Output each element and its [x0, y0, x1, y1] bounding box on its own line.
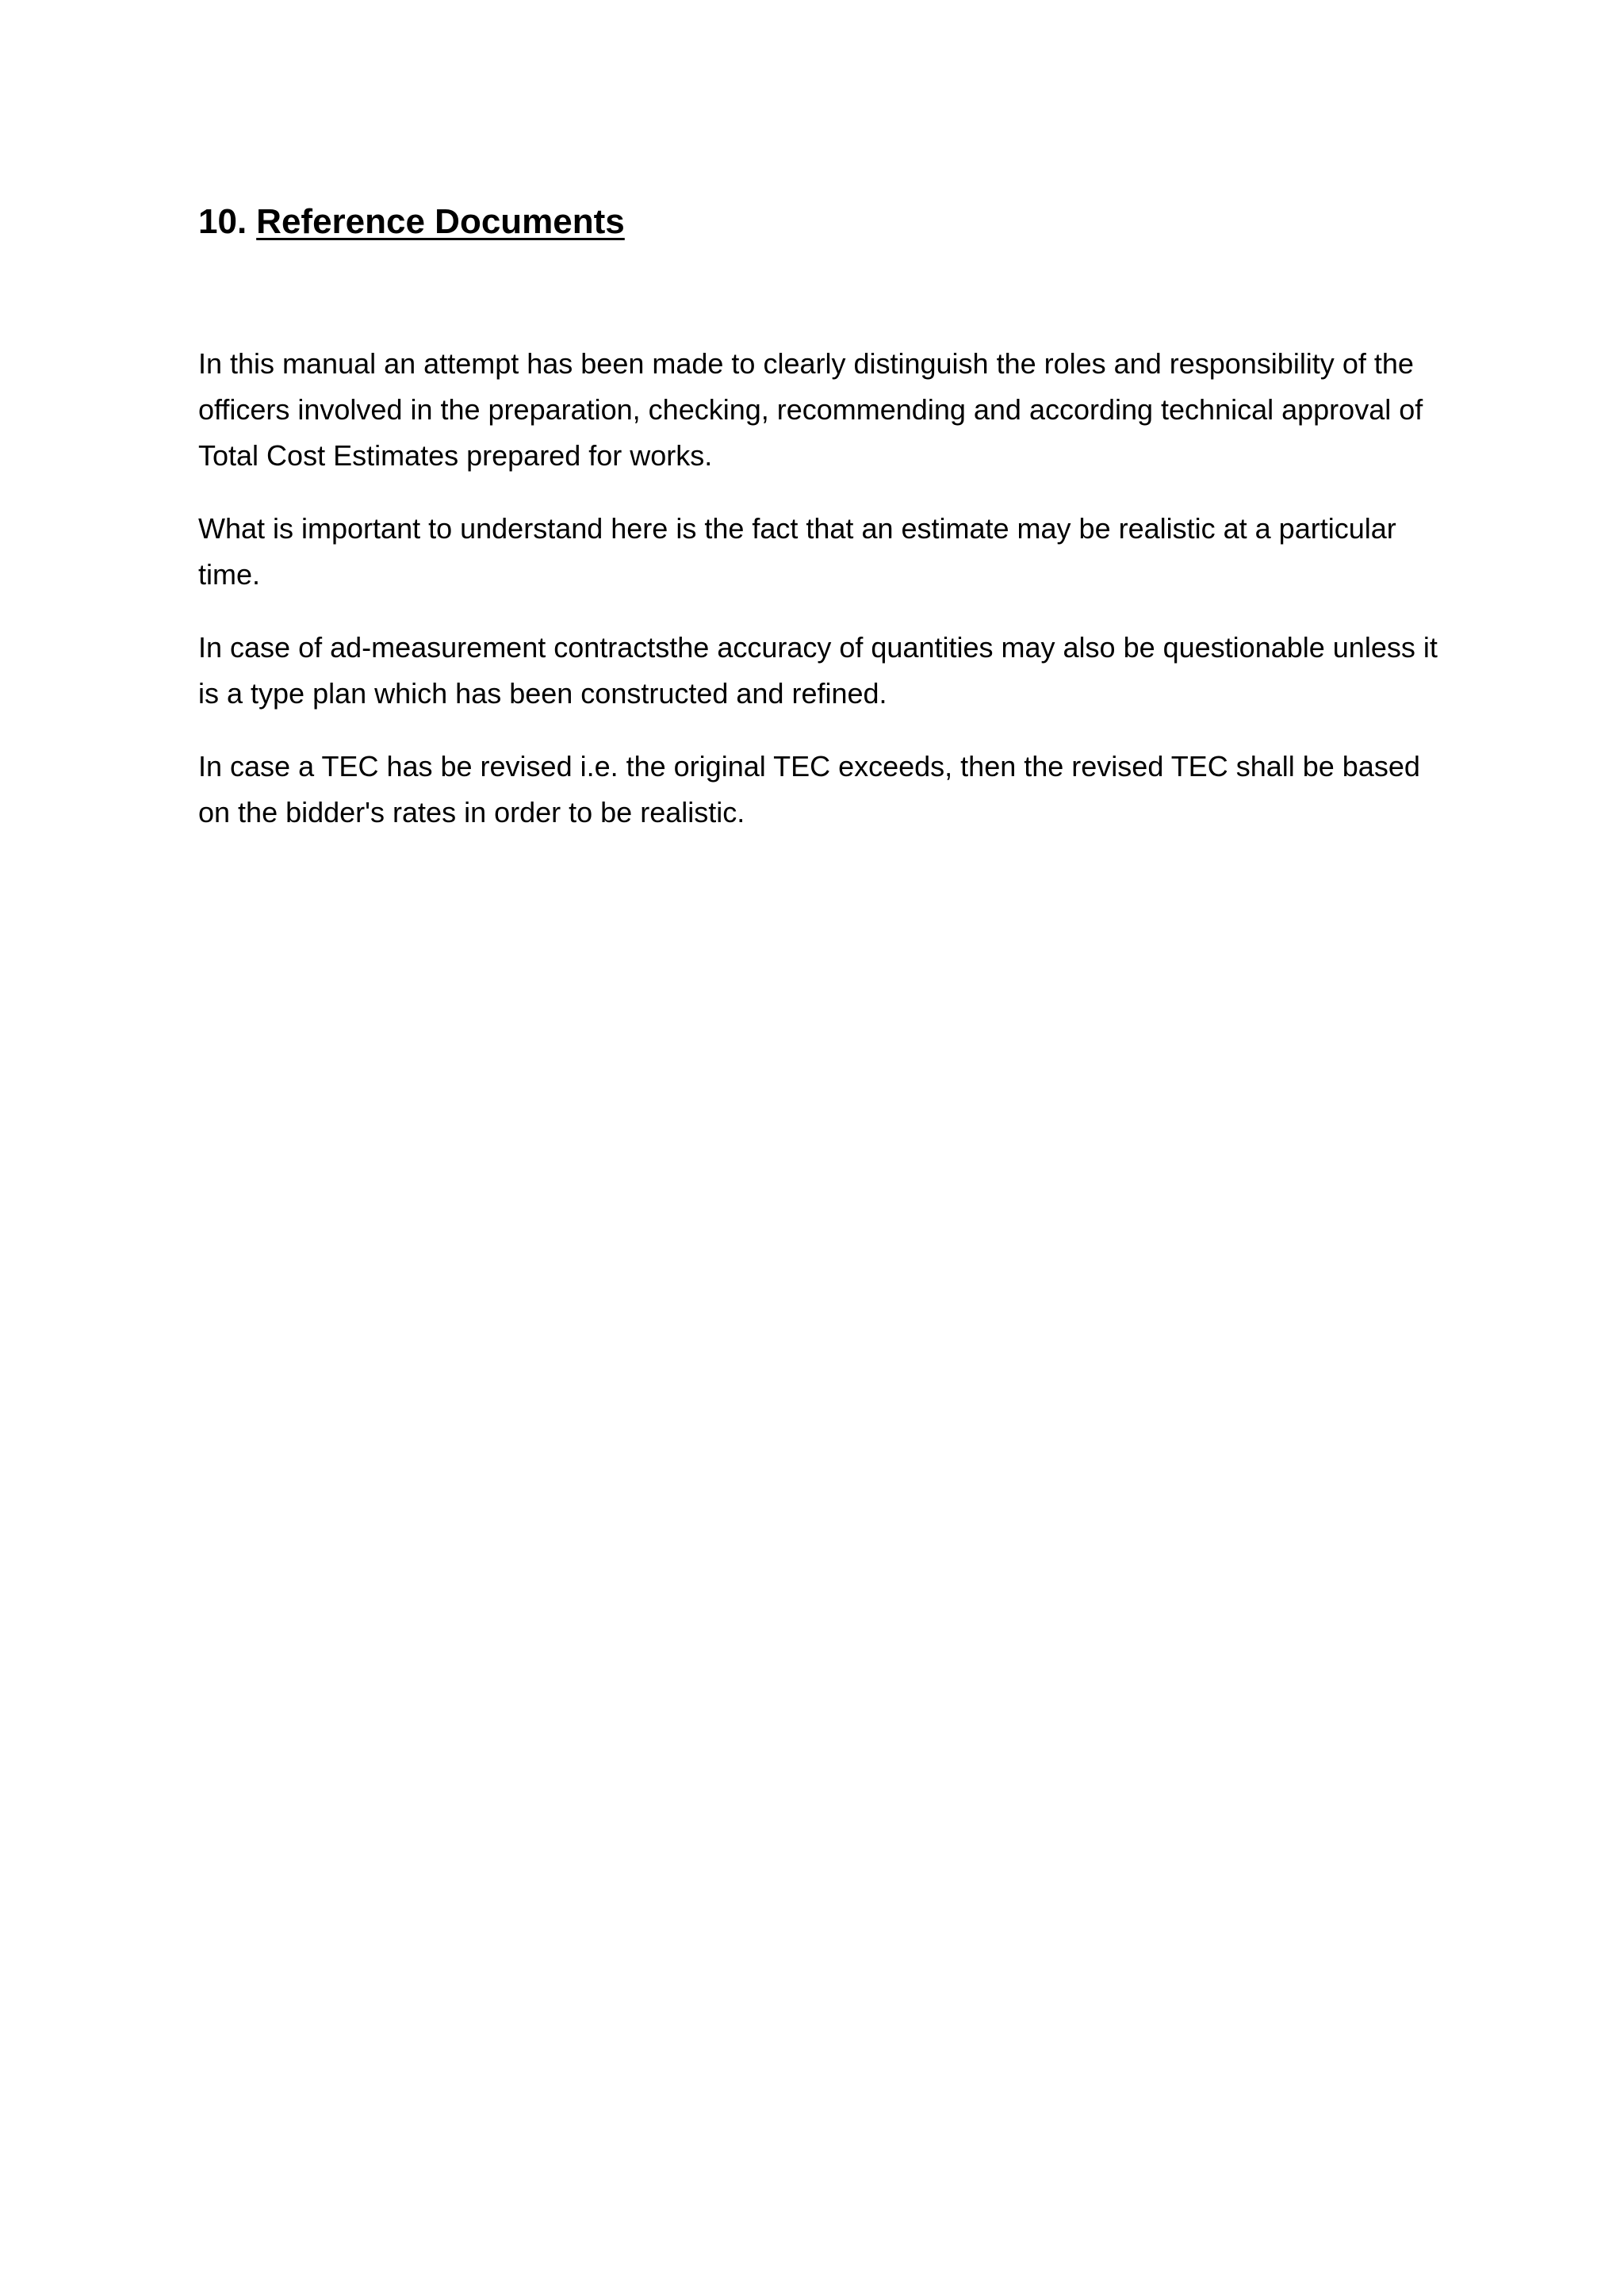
paragraph-roles: In this manual an attempt has been made to clearly distinguish the roles and responsibility of the officers involved in the preparation, checking, recommending and according technical approval of Total Cost Estimates prepared for works. [198, 347, 1423, 472]
paragraph-estimate: What is important to understand here is the fact that an estimate may be realistic at a particular time. [198, 512, 1396, 591]
section-heading [198, 198, 1451, 246]
body-text [198, 341, 1451, 836]
paragraph-quantities: In case of ad-measurement contractsthe accuracy of quantities may also be questionable unless it is a type plan which has been constructed and refined. [198, 631, 1438, 710]
section-number: 10. [198, 202, 247, 241]
section-title: Reference Documents [256, 202, 625, 241]
paragraph-revised-tec: In case a TEC has be revised i.e. the original TEC exceeds, then the revised TEC shall be based on the bidder's rates in order to be realistic. [198, 750, 1420, 828]
page-content [198, 198, 1451, 863]
